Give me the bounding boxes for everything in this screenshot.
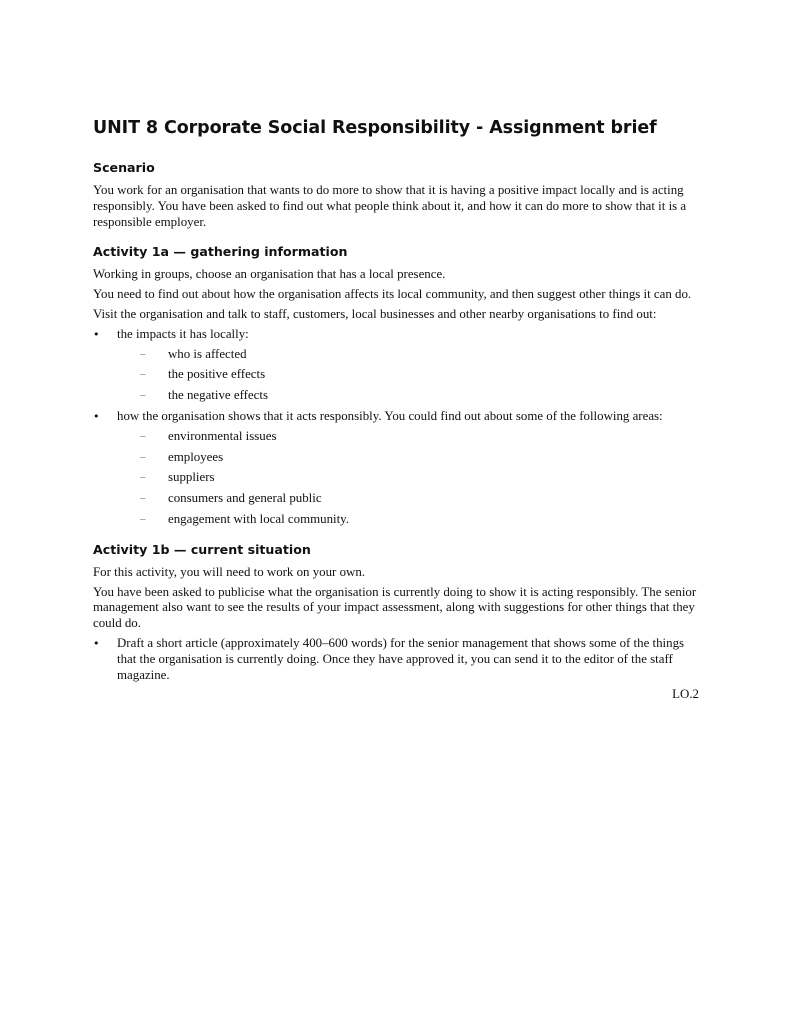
dash-icon: – (140, 347, 146, 360)
sub-list-text: environmental issues (168, 428, 277, 443)
sub-list-item (117, 470, 699, 486)
document-page (93, 117, 699, 717)
sub-list-text: employees (168, 449, 224, 464)
sub-list-text: engagement with local community. (168, 511, 350, 526)
bullet-text: the impacts it has locally: (117, 326, 249, 341)
bullet-icon: • (93, 327, 100, 341)
dash-icon: – (140, 368, 146, 381)
sub-list (117, 347, 699, 404)
sub-list-text: who is affected (168, 346, 247, 361)
dash-icon: – (140, 492, 146, 505)
bullet-icon: • (93, 636, 100, 650)
activity-1b-paragraph: For this activity, you will need to work on your own. (93, 564, 365, 579)
sub-list-item (117, 491, 699, 507)
sub-list-item (117, 429, 699, 445)
sub-list-item (117, 388, 699, 404)
sub-list-text: the negative effects (168, 388, 268, 403)
bullet-item (93, 636, 699, 683)
bullet-item (93, 409, 699, 528)
scenario-text: You work for an organisation that wants to do more to show that it is having a positive impact locally and is acting responsibly. You have been asked to find out what people think about it, and how it can do more to show that it is a responsible employer. (93, 183, 687, 229)
activity-1a-paragraph: Visit the organisation and talk to staff, customers, local businesses and other nearby organisations to find out: (93, 306, 657, 321)
dash-icon: – (140, 389, 146, 402)
dash-icon: – (140, 512, 146, 525)
activity-1a-bullet-list (93, 327, 699, 528)
activity-1b-section (93, 542, 699, 703)
scenario-heading: Scenario (93, 160, 155, 175)
activity-1b-paragraph: You have been asked to publicise what the organisation is currently doing to show it is acting responsibly. The senior management also want to see the results of your impact assessment, along with suggestions for other things that they could do. (93, 584, 697, 631)
sub-list-item (117, 347, 699, 363)
dash-icon: – (140, 429, 146, 442)
sub-list-text: consumers and general public (168, 491, 322, 506)
dash-icon: – (140, 450, 146, 463)
scenario-section (93, 160, 699, 230)
sub-list-text: suppliers (168, 470, 215, 485)
bullet-item (93, 327, 699, 404)
activity-1a-paragraph: You need to find out about how the organisation affects its local community, and then suggest other things it can do. (93, 287, 692, 302)
sub-list-text: the positive effects (168, 367, 266, 382)
activity-1a-section (93, 244, 699, 527)
activity-1a-heading: Activity 1a — gathering information (93, 244, 348, 260)
bullet-text: Draft a short article (approximately 400–600 words) for the senior management that shows some of the things that the organisation is currently doing. Once they have approved it, you can send it to the editor of the staff magazine. (117, 635, 685, 682)
learning-outcome-reference: LO.2 (672, 687, 699, 702)
bullet-icon: • (93, 409, 100, 423)
dash-icon: – (140, 471, 146, 484)
sub-list (117, 429, 699, 528)
sub-list-item (117, 367, 699, 383)
activity-1b-bullet-list (93, 636, 699, 683)
bullet-text: how the organisation shows that it acts responsibly. You could find out about some of the following areas: (117, 408, 663, 423)
activity-1a-paragraph: Working in groups, choose an organisation that has a local presence. (93, 267, 446, 282)
sub-list-item (117, 450, 699, 466)
document-title: UNIT 8 Corporate Social Responsibility - Assignment brief (93, 118, 657, 138)
sub-list-item (117, 512, 699, 528)
activity-1b-heading: Activity 1b — current situation (93, 541, 311, 557)
